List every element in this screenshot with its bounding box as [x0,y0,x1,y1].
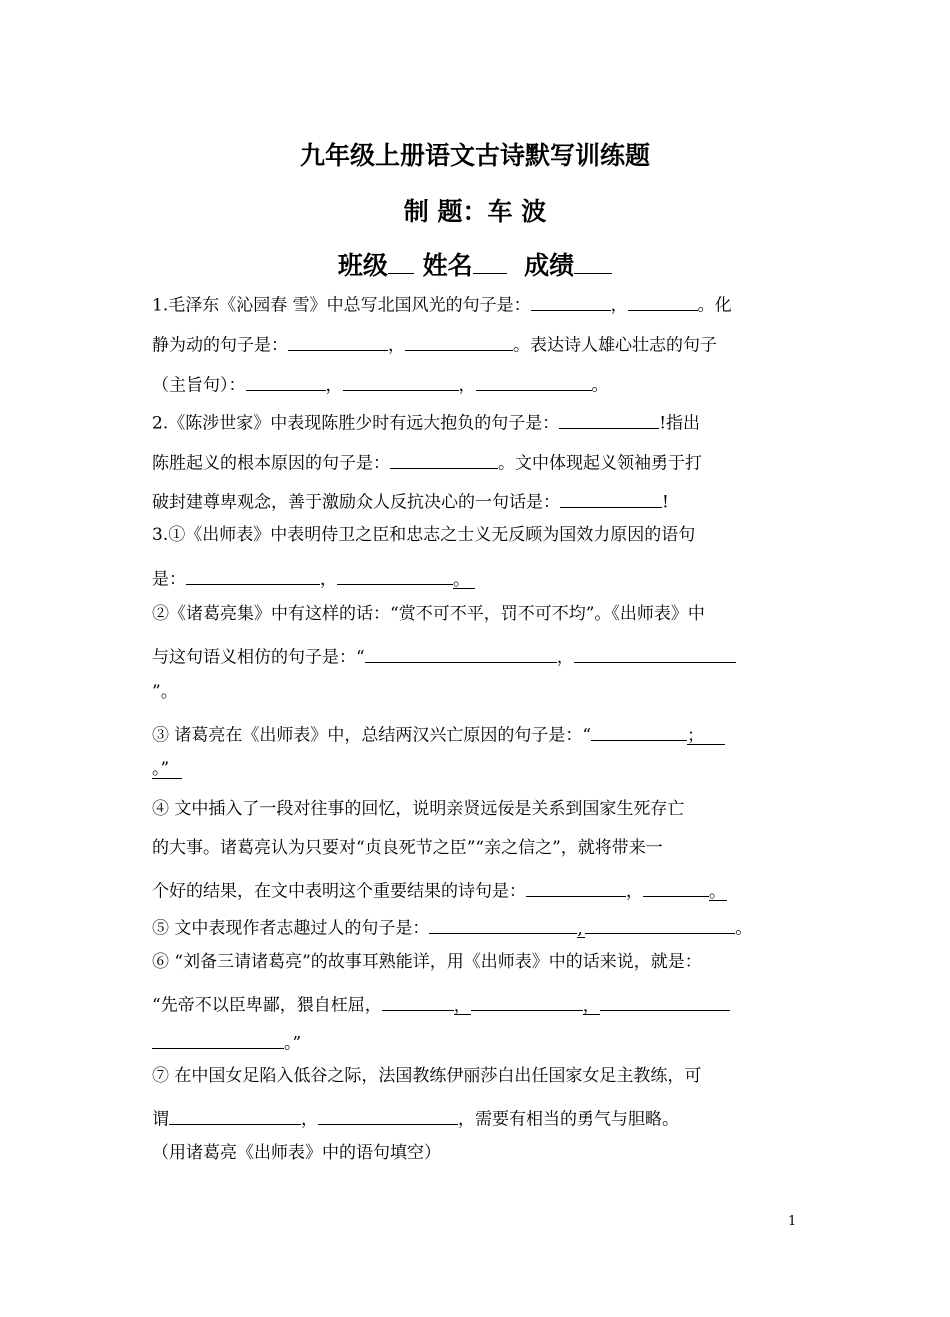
q1-text: ， [610,295,628,316]
page-title: 九年级上册语文古诗默写训练题 [299,141,650,170]
answer-blank[interactable] [186,564,320,585]
q3-p6-line1: ⑥ “刘备三请诸葛亮”的故事耳熟能详，用《出师表》中的话来说，就是： [152,952,702,972]
q3-text: “先帝不以臣卑鄙，猥自枉屈， [152,995,382,1016]
answer-blank[interactable] [559,408,659,429]
answer-blank[interactable] [318,1104,458,1125]
q1-line3 [152,370,609,397]
q3-text: ； [687,725,725,746]
q2-text: ! [662,492,669,513]
answer-blank[interactable] [600,990,730,1011]
q1-text: 。 [591,375,609,396]
q3-text: 是： [152,569,186,590]
q1-text: ， [325,375,343,396]
answer-blank[interactable] [246,370,326,391]
name-blank[interactable] [473,244,507,274]
answer-blank[interactable] [560,487,662,508]
q3-text: ⑤ 文中表现作者志趣过人的句子是： [152,918,430,939]
author-line: 制 题：车 波 [403,197,547,226]
answer-blank[interactable] [337,564,453,585]
q3-text: ， [626,881,643,902]
q2-text: 破封建尊卑观念，善于激励众人反抗决心的一句话是： [152,492,560,513]
answer-blank[interactable] [531,290,611,311]
q3-p7-line2 [152,1104,679,1131]
q1-text: ， [458,375,476,396]
q3-text: 。 [709,881,726,902]
q3-p3-line2 [152,758,182,780]
q3-text[interactable]: 。” [152,758,182,779]
q3-text: ， [301,1109,318,1130]
class-blank[interactable] [388,244,414,274]
q1-text: 1.毛泽东《沁园春 雪》中总写北国风光的句子是： [152,295,531,316]
q2-text: 。文中体现起义领袖勇于打 [498,453,702,474]
answer-blank[interactable] [365,642,557,663]
q3-p1-line2 [152,564,475,591]
q3-p2-line2 [152,642,736,669]
q3-p2-line3: ”。 [152,682,178,702]
answer-blank[interactable] [382,990,454,1011]
q3-p2-line1: ②《诸葛亮集》中有这样的话：“赏不可不平，罚不可不均”。《出师表》中 [152,604,705,624]
q3-p6-line2 [152,990,730,1017]
q3-text: ， [556,647,574,668]
answer-blank[interactable] [476,370,592,391]
class-label: 班级 [337,250,388,280]
q3-text: 。” [284,1033,302,1054]
q3-text: ③ 诸葛亮在《出师表》中，总结两汉兴亡原因的句子是：“ [152,725,592,746]
answer-blank[interactable] [574,642,736,663]
q3-text: ， [453,995,471,1016]
q3-text: ， [320,569,337,590]
answer-blank[interactable] [390,448,498,469]
q3-p4-line2: 的大事。诸葛亮认为只要对“贞良死节之臣”“亲之信之”，就将带来一 [152,838,663,858]
name-label: 姓名 [422,250,473,280]
q3-text: , [577,918,585,939]
q3-p3-line1 [152,720,725,747]
q1-text: 。表达诗人雄心壮志的句子 [513,335,717,356]
answer-blank[interactable] [405,330,513,351]
q1-text: 静为动的句子是： [152,335,288,356]
q3-text: 。 [735,918,753,939]
q3-text: 与这句语义相仿的句子是：“ [152,647,365,668]
q3-p5-line1 [152,913,752,940]
q3-text: ， [582,995,600,1016]
q1-text: （主旨句）： [152,375,246,396]
answer-blank[interactable] [429,913,577,934]
answer-blank[interactable] [288,330,388,351]
q1-text: ， [388,335,405,356]
q3-text: ，需要有相当的勇气与胆略。 [458,1109,679,1130]
answer-blank[interactable] [471,990,583,1011]
answer-blank[interactable] [169,1104,301,1125]
q2-line1 [152,408,700,435]
answer-blank[interactable] [628,290,698,311]
q3-text: 。 [453,569,475,590]
q2-text: 2.《陈涉世家》中表现陈胜少时有远大抱负的句子是： [152,413,560,434]
q3-p6-line3 [152,1028,301,1055]
q3-p4-line1: ④ 文中插入了一段对往事的回忆，说明亲贤远佞是关系到国家生死存亡 [152,799,685,819]
score-blank[interactable] [574,244,612,274]
q1-line1 [152,290,732,317]
q1-line2 [152,330,717,357]
score-label: 成绩 [524,250,575,280]
info-line [0,244,950,282]
answer-blank[interactable] [643,876,709,897]
q2-text: 陈胜起义的根本原因的句子是： [152,453,390,474]
page-number: 1 [788,1214,797,1229]
q1-text: 。化 [697,295,732,316]
q3-text: 个好的结果，在文中表明这个重要结果的诗句是： [152,881,526,902]
q2-line3 [152,487,669,514]
q3-p7-line1: ⑦ 在中国女足陷入低谷之际，法国教练伊丽莎白出任国家女足主教练，可 [152,1066,702,1086]
q3-p4-line3 [152,876,727,903]
q2-line2 [152,448,702,475]
q3-text: 谓 [152,1109,169,1130]
answer-blank[interactable] [591,720,687,741]
q3-p7-line3: （用诸葛亮《出师表》中的语句填空） [152,1143,441,1163]
q2-text: !指出 [659,413,701,434]
answer-blank[interactable] [152,1028,284,1049]
answer-blank[interactable] [585,913,735,934]
answer-blank[interactable] [343,370,459,391]
q3-p1-line1: 3.①《出师表》中表明侍卫之臣和忠志之士义无反顾为国效力原因的语句 [152,525,696,545]
answer-blank[interactable] [526,876,626,897]
